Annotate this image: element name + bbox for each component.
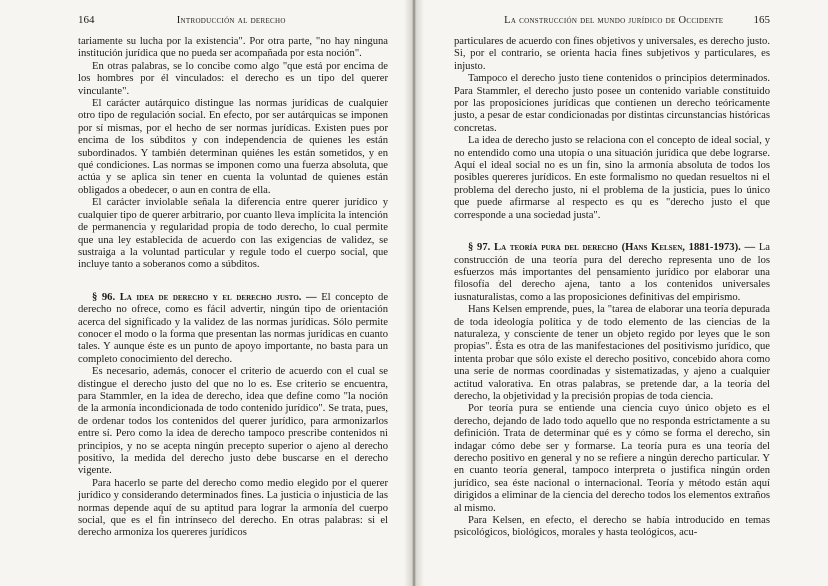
section-number: § 97. (468, 242, 491, 254)
left-page-header (78, 14, 388, 32)
section-96 (78, 292, 388, 366)
section-97 (454, 242, 770, 304)
paragraph: En otras palabras, se lo concibe como algo "que está por encima de los hombres por él vinculados: el derecho es un tipo del querer vinculante". (78, 60, 388, 97)
paragraph: Tampoco el derecho justo tiene contenidos o principios determinados. Para Stammler, el derecho justo posee un contenido variable constituido por las proposiciones jurídicas que contienen un derecho teóricamente justo, a pesar de estar condicionadas por distintas circunstancias históricas concretas. (454, 73, 770, 134)
paragraph: La idea de derecho justo se relaciona con el concepto de ideal social, y no entendido como una utopía o una situación jurídica que debe lograrse. Aquí el ideal social no es un fin, sino la armonía absoluta de todos los posibles quereres jurídicos. En este formalismo no quedan resueltos ni el problema del derecho justo, ni el problema de la justicia, pues lo único que puede afirmarse al respecto es qu es "derecho justo el que corresponde a una sociedad justa". (454, 135, 770, 221)
paragraph: El carácter autárquico distingue las normas jurídicas de cualquier otro tipo de regulación social. En efecto, por ser autárquicas se imponen por sí mismas, por el hecho de ser normas jurídicas. Existen pues por encima de los súbditos y con independencia de quienes les están subordinados. Y también determinan quiénes les están sometidos, y en qué condiciones. Las normas se imponen como una fuerza absoluta, que actúa y se aplica sin tener en cuenta la voluntad de quienes están obligados a obedecer, o aun en contra de ella. (78, 98, 388, 196)
paragraph: Para hacerlo se parte del derecho como medio elegido por el querer jurídico y considerando determinados fines. La justicia o injusticia de las normas depende aquí de su aptitud para lograr la armonía del cuerpo social, que es el fin intrínseco del derecho. En otras palabras: si el derecho armoniza los quereres jurídicos (78, 477, 388, 539)
paragraph: particulares de acuerdo con fines objetivos y universales, es derecho justo. Si, por el contrario, se orienta hacia fines subjetivos y particulares, es injusto. (454, 36, 770, 72)
paragraph: Por teoría pura se entiende una ciencia cuyo único objeto es el derecho, dejando de lado todo aquello que no responda estrictamente a su definición. Trata de determinar qué es y cómo se forma el derecho, sin indagar cómo debe ser y formarse. La teoría pura es una teoría del derecho positivo en general y no se refiere a ningún derecho particular. Y en cuanto teoría general, tampoco interpreta o justifica ningún orden jurídico, sea éste nacional o internacional. Teoría y método están aquí dirigidos a eliminar de la ciencia del derecho todos los elementos extraños al mismo. (454, 403, 770, 514)
page-number: 165 (753, 14, 770, 26)
paragraph: Es necesario, además, conocer el criterio de acuerdo con el cual se distingue el derecho justo del que no lo es. Ese criterio se encuentra, para Stammler, en la idea de derecho, idea que define como "la noción de la armonía incondicionada de todo contenido jurídico". Se trata, pues, de ordenar todos los contenidos del querer jurídico, para armonizarlos entre sí. Pero como la idea de derecho tampoco prescribe contenidos ni principios, y no se acepta ningún precepto superior o ajeno al derecho positivo, la medida del derecho justo debe buscarse en el derecho vigente. (78, 366, 388, 477)
right-page-header (454, 14, 770, 32)
section-dash: — (306, 291, 317, 303)
running-title: La construcción del mundo jurídico de Occidente (504, 15, 724, 26)
paragraph: tariamente su lucha por la existencia". Por otra parte, "no hay ninguna institución jurídica que no pueda ser acompañada por esta noción". (78, 36, 388, 60)
section-title: La teoría pura del derecho (Hans Kelsen, 1881-1973). (494, 242, 741, 254)
section-text: La construcción de una teoría pura del derecho representa uno de los esfuerzos más importantes del pensamiento jurídico por elaborar una filosofía del derecho ajena, tanto a los contenidos universales iusnaturalistas, como a las proposiciones definitivas del empirismo. (454, 242, 770, 303)
page-number: 164 (78, 14, 95, 26)
section-dash: — (744, 242, 756, 254)
paragraph: Para Kelsen, en efecto, el derecho se había introducido en temas psicológicos, biológicos, morales y hasta teológicos, acu- (454, 515, 770, 539)
running-title: Introducción al derecho (176, 15, 286, 26)
right-page (414, 0, 828, 586)
paragraph: Hans Kelsen emprende, pues, la "tarea de elaborar una teoría depurada de toda ideología política y de todo elemento de las ciencias de la naturaleza, y consciente de tener un objeto regido por leyes que le son propias". Ésta es otra de las manifestaciones del positivismo jurídico, que intenta probar que sólo existe el derecho positivo, concebido ahora como una serie de normas coordinadas y sistematizadas, y ajeno a cualquier actitud valorativa. En otras palabras, se pretende dar, a la teoría del derecho, la objetividad y la precisión propias de toda ciencia. (454, 304, 770, 402)
book-gutter (404, 0, 424, 586)
section-title: La idea de derecho y el derecho justo. (119, 291, 302, 303)
section-text: El concepto de derecho no ofrece, como es fácil advertir, ningún tipo de orientación acerca del significado y la validez de las normas jurídicas. Sólo permite conocer el modo o la forma que presentan las normas jurídicas en cuanto tales. Y aunque éste es un punto de apoyo importante, no basta para un completo conocimiento del derecho. (78, 291, 389, 365)
section-number: § 96. (92, 291, 116, 303)
paragraph: El carácter inviolable señala la diferencia entre querer jurídico y cualquier tipo de querer arbitrario, por cuanto lleva implícita la intención de permanencia y regularidad propia de todo derecho, lo cual permite que una ley establecida de acuerdo con las exigencias de validez, se sustraiga a la voluntad particular y regule todo el cuerpo social, que incluye tanto a soberanos como a súbditos. (78, 197, 388, 271)
